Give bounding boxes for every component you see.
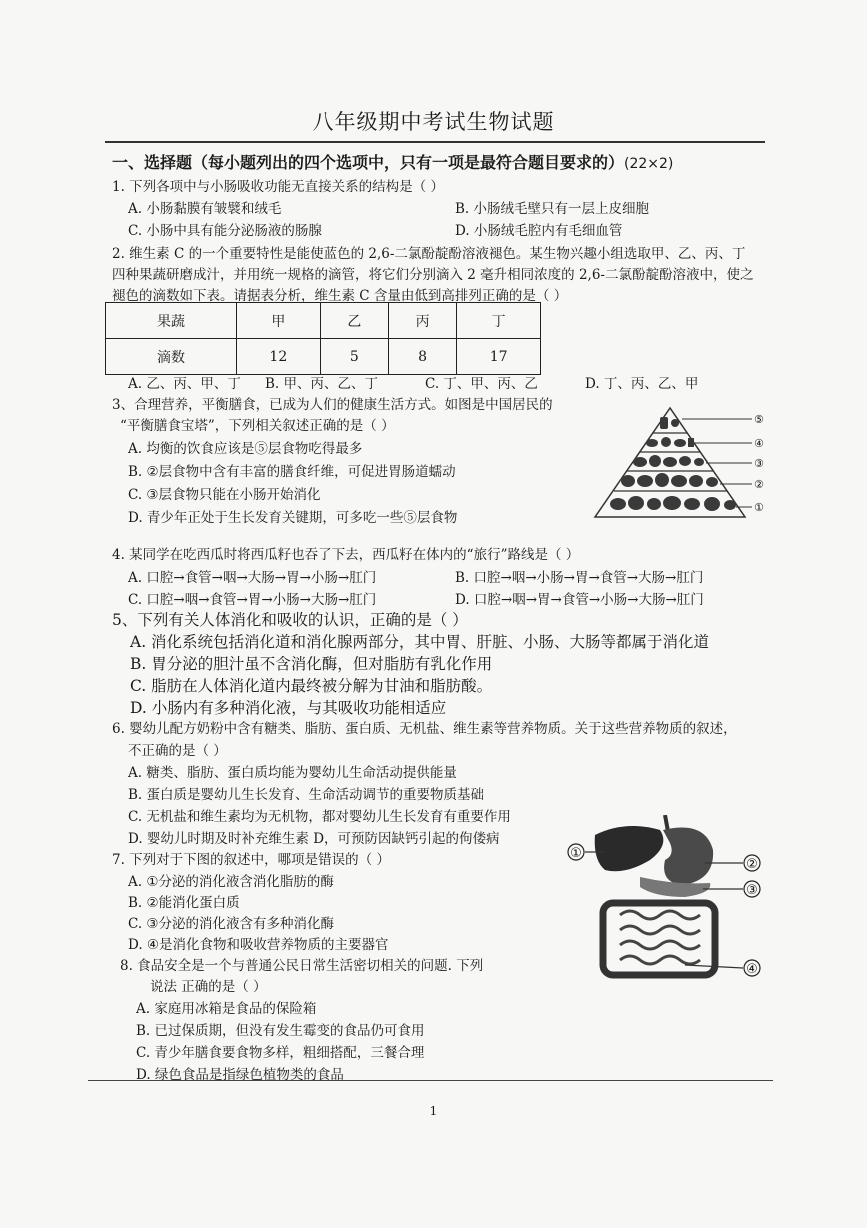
q1-option-d: D. 小肠绒毛腔内有毛细血管 <box>455 223 623 239</box>
q8-option-b: B. 已过保质期，但没有发生霉变的食品仍可食用 <box>136 1023 425 1039</box>
q4-option-b: B. 口腔→咽→小肠→胃→食管→大肠→肛门 <box>455 570 704 586</box>
table-row <box>106 339 541 375</box>
q7-stem: 7. 下列对于下图的叙述中，哪项是错误的（ ） <box>112 852 390 868</box>
table-header-cell: 甲 <box>237 303 321 339</box>
table-cell: 5 <box>320 339 388 375</box>
q3-option-c: C. ③层食物只能在小肠开始消化 <box>128 487 321 503</box>
pyramid-label-5: ⑤ <box>754 413 764 426</box>
footer-rule <box>88 1080 773 1081</box>
table-header-cell: 丁 <box>457 303 541 339</box>
digestive-label-2: ② <box>746 857 758 872</box>
header-rule <box>105 141 765 143</box>
digestive-label-3: ③ <box>746 883 758 898</box>
digestive-system-figure <box>565 815 780 985</box>
q5-option-d: D. 小肠内有多种消化液，与其吸收功能相适应 <box>130 699 447 717</box>
handwritten-score-note: (22×2) <box>624 156 674 172</box>
food-pyramid-figure <box>590 405 770 523</box>
pyramid-label-2: ② <box>754 478 764 491</box>
q3-option-b: B. ②层食物中含有丰富的膳食纤维，可促进胃肠道蠕动 <box>128 464 456 480</box>
q3-stem-line2: “平衡膳食宝塔”，下列相关叙述正确的是（ ） <box>120 418 395 434</box>
table-cell: 17 <box>457 339 541 375</box>
q5-option-b: B. 胃分泌的胆汁虽不含消化酶，但对脂肪有乳化作用 <box>130 655 493 673</box>
table-cell: 12 <box>237 339 321 375</box>
digestive-label-1: ① <box>570 846 582 861</box>
pyramid-label-4: ④ <box>754 437 764 450</box>
q5-option-a: A. 消化系统包括消化道和消化腺两部分，其中胃、肝脏、小肠、大肠等都属于消化道 <box>130 633 710 651</box>
q1-option-a: A. 小肠黏膜有皱襞和绒毛 <box>128 201 282 217</box>
table-row <box>106 303 541 339</box>
q6-option-b: B. 蛋白质是婴幼儿生长发育、生命活动调节的重要物质基础 <box>128 787 485 803</box>
q4-stem: 4. 某同学在吃西瓜时将西瓜籽也吞了下去，西瓜籽在体内的“旅行”路线是（ ） <box>112 547 580 563</box>
table-header-cell: 丙 <box>388 303 456 339</box>
table-cell: 8 <box>388 339 456 375</box>
q1-stem: 1. 下列各项中与小肠吸收功能无直接关系的结构是（ ） <box>112 179 444 195</box>
table-header-cell: 乙 <box>320 303 388 339</box>
q4-option-d: D. 口腔→咽→胃→食管→小肠→大肠→肛门 <box>455 592 704 608</box>
q2-stem-line2: 四种果蔬研磨成汁，并用统一规格的滴管，将它们分别滴入 2 毫升相同浓度的 2,6-二氯酚靛酚溶液中，使之 <box>112 267 754 283</box>
exam-title: 八年级期中考试生物试题 <box>312 110 555 134</box>
q2-option-a: A. 乙、丙、甲、丁 <box>128 376 241 392</box>
pyramid-label-1: ① <box>754 501 764 514</box>
section-heading <box>112 150 673 173</box>
q7-option-a: A. ①分泌的消化液含消化脂肪的酶 <box>128 874 334 890</box>
q8-stem-line2: 说法 正确的是（ ） <box>150 979 267 995</box>
q2-data-table <box>105 302 541 375</box>
q2-stem-line1: 2. 维生素 C 的一个重要特性是能使蓝色的 2,6-二氯酚靛酚溶液褪色。某生物兴趣小组选取甲、乙、丙、丁 <box>112 246 746 262</box>
q8-option-d: D. 绿色食品是指绿色植物类的食品 <box>136 1067 344 1083</box>
q6-option-d: D. 婴幼儿时期及时补充维生素 D，可预防因缺钙引起的佝偻病 <box>128 831 500 847</box>
q8-option-c: C. 青少年膳食要食物多样，粗细搭配，三餐合理 <box>136 1045 425 1061</box>
q6-option-a: A. 糖类、脂肪、蛋白质均能为婴幼儿生命活动提供能量 <box>128 765 457 781</box>
q7-option-d: D. ④是消化食物和吸收营养物质的主要器官 <box>128 937 389 953</box>
q5-stem: 5、下列有关人体消化和吸收的认识，正确的是（ ） <box>112 611 468 629</box>
q3-option-d: D. 青少年正处于生长发育关键期，可多吃一些⑤层食物 <box>128 510 458 526</box>
q1-option-c: C. 小肠中具有能分泌肠液的肠腺 <box>128 223 322 239</box>
pyramid-label-3: ③ <box>754 457 764 470</box>
q5-option-c: C. 脂肪在人体消化道内最终被分解为甘油和脂肪酸。 <box>130 677 493 695</box>
q7-option-c: C. ③分泌的消化液含有多种消化酶 <box>128 916 335 932</box>
q3-stem-line1: 3、合理营养，平衡膳食，已成为人们的健康生活方式。如图是中国居民的 <box>112 397 553 413</box>
q2-stem-line3: 褪色的滴数如下表。请据表分析，维生素 C 含量由低到高排列正确的是（ ） <box>112 288 568 304</box>
table-header-cell: 果蔬 <box>106 303 237 339</box>
q4-option-a: A. 口腔→食管→咽→大肠→胃→小肠→肛门 <box>128 570 377 586</box>
q2-option-b: B. 甲、丙、乙、丁 <box>265 376 379 392</box>
digestive-label-4: ④ <box>746 962 758 977</box>
q7-option-b: B. ②能消化蛋白质 <box>128 895 240 911</box>
q8-stem-line1: 8. 食品安全是一个与普通公民日常生活密切相关的问题. 下列 <box>120 958 484 974</box>
table-cell: 滴数 <box>106 339 237 375</box>
page-number: 1 <box>429 1104 438 1118</box>
section-heading-text: 一、选择题（每小题列出的四个选项中，只有一项是最符合题目要求的） <box>112 153 625 172</box>
q2-option-d: D. 丁、丙、乙、甲 <box>585 376 699 392</box>
q6-option-c: C. 无机盐和维生素均为无机物，都对婴幼儿生长发育有重要作用 <box>128 809 511 825</box>
q6-stem-line1: 6. 婴幼儿配方奶粉中含有糖类、脂肪、蛋白质、无机盐、维生素等营养物质。关于这些营养物质的叙述， <box>112 721 737 737</box>
q1-option-b: B. 小肠绒毛壁只有一层上皮细胞 <box>455 201 650 217</box>
q8-option-a: A. 家庭用冰箱是食品的保险箱 <box>136 1001 317 1017</box>
q2-option-c: C. 丁、甲、丙、乙 <box>425 376 538 392</box>
q3-option-a: A. 均衡的饮食应该是⑤层食物吃得最多 <box>128 441 363 457</box>
q6-stem-line2: 不正确的是（ ） <box>128 743 227 759</box>
q4-option-c: C. 口腔→咽→食管→胃→小肠→大肠→肛门 <box>128 592 377 608</box>
